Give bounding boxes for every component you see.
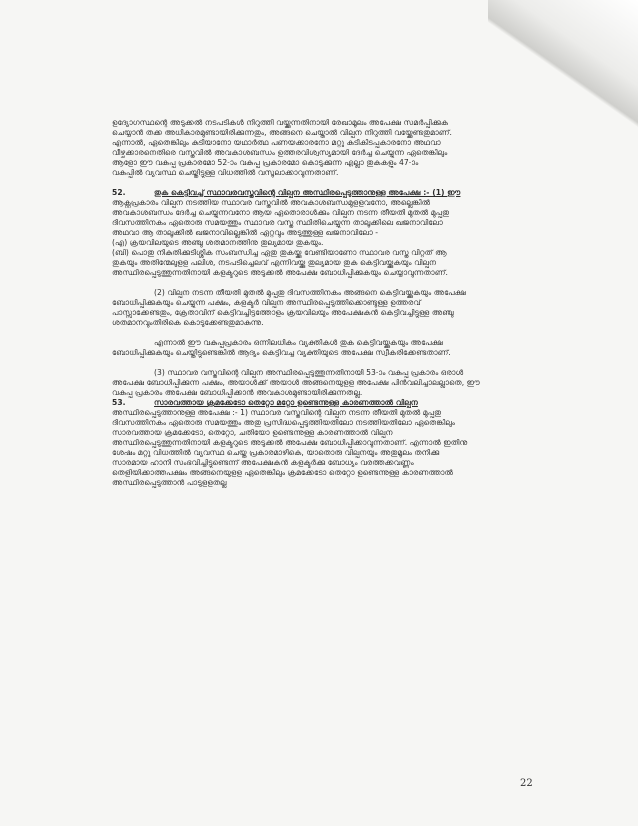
text-line: അവകാശബന്ധം ദേർച്ച ചെയ്യുന്നവനോ ആയ ഏതൊരാൾക്കും വില്പന നടന്ന തീയതി മുതൽ മുപ്പതു bbox=[112, 208, 450, 217]
section-53 bbox=[112, 398, 537, 488]
intro-paragraph bbox=[112, 118, 537, 178]
section-heading bbox=[112, 398, 537, 408]
proviso: എന്നാൽ ഈ വകുപ്പുപ്രകാരം ഒന്നിലധികം വ്യക്തികൾ തുക കെട്ടിവയ്ക്കുകയും അപേക്ഷ bbox=[154, 338, 443, 347]
text-line: ദിവസത്തിനകം ഏതൊരു സമയത്തും അതു പ്രസിദ്ധപ്പെടുത്തിയതിലോ നടത്തിയതിലോ ഏതെങ്കിലും bbox=[112, 418, 456, 427]
section-title: സാരവത്തായ ക്രമക്കേടോ തെറ്റോ മറ്റോ ഉണ്ടെന്നുള്ള കാരണത്താൽ വില്പന bbox=[154, 398, 418, 407]
text-line: ശതമാനവുംതിരികെ കൊടുക്കേണ്ടതുമാകുന്നു. bbox=[112, 318, 264, 327]
text-line: ശേഷം മറ്റു വിധത്തിൽ വ്യവസ്ഥ ചെയ്ത പ്രകാരമാഴികെ, യാതൊരു വില്പനയും അതുമൂലം തനിക്കു bbox=[112, 448, 440, 457]
subsection-3: (3) സ്ഥാവര വസ്തുവിന്റെ വില്പന അസ്ഥിരപ്പെടുത്തുന്നതിനായി 53-ാം വകുപ്പു പ്രകാരം ഒരാൾ bbox=[154, 368, 464, 377]
section-number: 53. bbox=[112, 398, 126, 407]
text-line: അസ്ഥിരപ്പെടുത്തുന്നതിനായി കളക്ടറുടെ അടുക്കൽ അപേക്ഷ ബോധിപ്പിക്കുകയും ചെയ്യാവുന്നതാണ്. bbox=[112, 268, 448, 277]
section-heading bbox=[112, 188, 537, 198]
clause-b: (ബി) പൊതു നികുതിക്കുടിശ്ശിക സംബന്ധിച്ച ഏതു തുകയ്ക്കു വേണ്ടിയാണോ സ്ഥാവര വസ്തു വിറ്റത് ആ bbox=[112, 248, 447, 257]
text-line: ഉദ്യോഗസ്ഥന്റെ അടുക്കൽ നടപടികൾ നിറുത്തി വയ്ക്കുന്നതിനായി രേഖാമൂലം അപേക്ഷ സമർപ്പിക്കുക bbox=[112, 118, 449, 127]
section-title: തുക കെട്ടിവച്ച് സ്ഥാവരവസ്തുവിന്റെ വില്പന അസ്ഥിരപ്പെടുത്താനുള്ള അപേക്ഷ :- (1) ഈ bbox=[154, 188, 461, 197]
text-line: അസ്ഥിരപ്പെടുത്താൻ പാടുളളതല്ല bbox=[112, 478, 227, 487]
text-line: അസ്ഥിരപ്പെടുത്തുന്നതിനായി കളക്ടറുടെ അടുക്കൽ അപേക്ഷ ബോധിപ്പിക്കാവുന്നതാണ്. എന്നാൽ ഇതിനു bbox=[112, 438, 468, 447]
text-line: അസ്ഥിരപ്പെടുത്താനുള്ള അപേക്ഷ :- 1) സ്ഥാവര വസ്തുവിന്റെ വില്പന നടന്ന തീയതി മുതൽ മുപ്പതു bbox=[112, 408, 442, 417]
text-line: ബോധിപ്പിക്കുകയും ചെയ്തിട്ടുണ്ടെങ്കിൽ ആദ്യം കെട്ടിവച്ച വ്യക്തിയുടെ അപേക്ഷ സ്വീകരിക്കേണ്ടതാണ്. bbox=[112, 348, 451, 357]
text-line: വകുപ്പു പ്രകാരം അപേക്ഷ ബോധിപ്പിക്കാൻ അവകാശമുണ്ടായിരിക്കുന്നതല്ല. bbox=[112, 388, 363, 397]
text-line: തുകയും അതിന്മേലുളള പലിശ, നടപടിച്ചെലവ് എന്നിവയ്ക്കു തുല്യമായ തുക കെട്ടിവയ്ക്കുകയും വില്പന bbox=[112, 258, 437, 267]
text-line: പാസ്സാക്കേണ്ടതും, ക്രേതാവിന് കെട്ടിവച്ചിട്ടത്തോളം ക്രയവിലയും അപേക്ഷകൻ കെട്ടിവച്ചിട്ടുള്ള അഞ്ചു bbox=[112, 308, 454, 317]
section-52 bbox=[112, 188, 537, 398]
clause-a: (എ) ക്രയവിലയുടെ അഞ്ചു ശതമാനത്തിനു തുല്യമായ തുകയും. bbox=[112, 238, 324, 247]
section-number: 52. bbox=[112, 188, 126, 197]
text-line: ആളോ ഈ വകുപ്പു പ്രകാരമോ 52-ാം വകുപ്പു പ്രകാരമോ കൊടുക്കുന്ന എല്ലാ തുകകളും 47-ാം bbox=[112, 158, 419, 167]
text-line: സാരവത്തായ ക്രമക്കേടോ, തെറ്റോ, ചതിയോ ഉണ്ടെന്നുള്ള കാരണത്താൽ വില്പന bbox=[112, 428, 393, 437]
page-number: 22 bbox=[520, 778, 533, 789]
text-line: എന്നാൽ, ഏതെങ്കിലും കുടിയാനോ യഥാർത്ഥ പണയക്കാരനോ മറ്റു കുടികിടപ്പുകാരനോ അഥവാ bbox=[112, 138, 441, 147]
text-line: ആക്റ്റുപ്രകാരം വില്പന നടത്തിയ സ്ഥാവര വസ്തുവിൽ അവകാശബന്ധമുളളവനോ, അല്ലെങ്കിൽ bbox=[112, 198, 431, 207]
document-body bbox=[112, 118, 537, 488]
text-line: അഥവാ ആ താലൂക്കിൽ ഖജനാവില്ലെങ്കിൽ ഏറ്റവും അടുത്തുള്ള ഖജനാവിലോ - bbox=[112, 228, 379, 237]
text-line: സാരമായ ഹാനി സംഭവിച്ചിട്ടുണ്ടെന്ന് അപേക്ഷകൻ കളക്ടർക്കു ബോധ്യം വരത്തക്കവണ്ണം bbox=[112, 458, 414, 467]
text-line: തെളിയിക്കാത്തപക്ഷം അങ്ങനെയുളള ഏതെങ്കിലും ക്രമക്കേടോ തെറ്റോ ഉണ്ടെന്നുള്ള കാരണത്താൽ bbox=[112, 468, 454, 477]
text-line: വീഴ്ചക്കാരനെതിരെ വസ്തുവിൽ അവകാശബന്ധം ഉത്തരവിശ്വസ്യമായി ദേർച്ച ചെയ്യുന്ന ഏതെങ്കിലും bbox=[112, 148, 448, 157]
text-line: അപേക്ഷ ബോധിപ്പിക്കുന്ന പക്ഷം, അയാൾക്ക് അയാൾ അങ്ങനെയുളള അപേക്ഷ പിൻവലിച്ചാലല്ലാതെ, ഈ bbox=[112, 378, 480, 387]
subsection-2: (2) വില്പന നടന്ന തീയതി മുതൽ മുപ്പതു ദിവസത്തിനകം അങ്ങനെ കെട്ടിവയ്ക്കുകയും അപേക്ഷ bbox=[154, 288, 466, 297]
text-line: വകുപ്പിൽ വ്യവസ്ഥ ചെയ്തിട്ടുള്ള വിധത്തിൽ വസൂലാക്കാവുന്നതാണ്. bbox=[112, 168, 339, 177]
text-line: ദിവസത്തിനകം ഏതൊരു സമയത്തും സ്ഥാവര വസ്തു സ്ഥിതിചെയ്യുന്ന താലൂക്കിലെ ഖജനാവിലോ bbox=[112, 218, 443, 227]
text-line: ബോധിപ്പിക്കുകയും ചെയ്യുന്ന പക്ഷം, കളക്ടർ വില്പന അസ്ഥിരപ്പെടുത്തിക്കൊണ്ടുള്ള ഉത്തരവ് bbox=[112, 298, 421, 307]
text-line: ചെയ്യാൻ തക്ക അധികാരമുണ്ടായിരിക്കുന്നതും, അങ്ങനെ ചെയ്താൽ വില്പന നിറുത്തി വയ്ക്കേണ്ടതുമാണ്. bbox=[112, 128, 452, 137]
